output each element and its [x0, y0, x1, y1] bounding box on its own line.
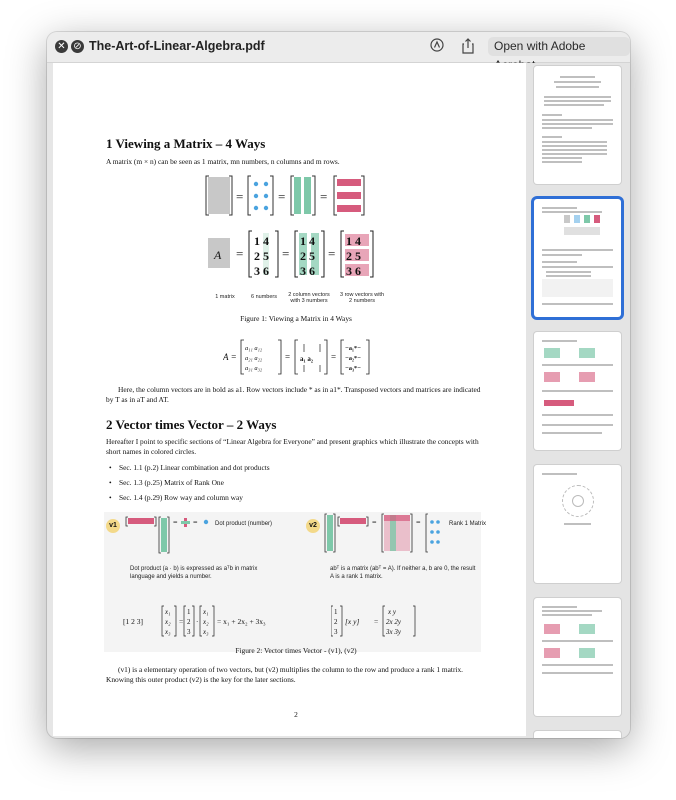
matrix-views-row1: [203, 173, 383, 219]
svg-text:=: =: [372, 518, 377, 527]
svg-text:=: =: [374, 617, 379, 626]
svg-text:=: =: [179, 617, 184, 626]
svg-text:A =: A =: [223, 352, 237, 362]
svg-text:a₁ a₂: a₁ a₂: [300, 355, 313, 363]
svg-text:3 6: 3 6: [300, 264, 315, 278]
svg-text:2 5: 2 5: [300, 249, 315, 263]
pdf-page: [53, 63, 526, 736]
v2-badge: v2: [306, 519, 320, 533]
svg-text:=: =: [320, 189, 328, 204]
svg-text:1 4: 1 4: [346, 234, 361, 248]
thumbnail-page-6[interactable]: [534, 731, 621, 738]
thumbnail-page-2[interactable]: [534, 199, 621, 317]
svg-text:=: =: [285, 352, 291, 362]
svg-text:[x y]: [x y]: [345, 617, 360, 626]
svg-text:2: 2: [334, 618, 338, 626]
v1-badge: v1: [106, 519, 120, 533]
label-column-vectors: 2 column vectors with 3 numbers: [288, 292, 330, 304]
markup-icon[interactable]: [430, 38, 444, 55]
svg-text:−a₃*−: −a₃*−: [345, 365, 361, 372]
v2-rank1-visual: [323, 512, 443, 554]
svg-text:2 5: 2 5: [346, 249, 361, 263]
gray-matrix-block: [206, 176, 232, 215]
section2-heading: 2 Vector times Vector – 2 Ways: [106, 417, 277, 432]
svg-text:=: =: [173, 518, 178, 527]
svg-text:=: =: [278, 189, 286, 204]
section2-body: (v1) is a elementary operation of two vectors, but (v2) multiplies the column to the row and produce a rank 1 matrix. Knowing this outer product (v2) is the key for the later sections.: [106, 665, 464, 684]
thumbnail-page-1[interactable]: [534, 66, 621, 184]
svg-text:−a₂*−: −a₂*−: [345, 355, 361, 362]
svg-text:x₂: x₂: [165, 618, 171, 626]
svg-text:1 4: 1 4: [254, 234, 269, 248]
svg-text:−a₁*−: −a₁*−: [345, 345, 361, 352]
section2-intro: Hereafter I point to specific sections of “Linear Algebra for Everyone” and present graphics which illustrate the concepts with short names in colored circles.: [106, 437, 479, 456]
v1-title: Dot product (number): [215, 521, 273, 527]
svg-text:x₃: x₃: [203, 628, 209, 636]
svg-text:3: 3: [187, 628, 191, 636]
bullet-item: • Sec. 1.1 (p.2) Linear combination and dot products: [119, 463, 270, 472]
figure2-caption: Figure 2: Vector times Vector - (v1), (v2): [235, 646, 357, 655]
svg-text:=: =: [416, 518, 421, 527]
window-title: The-Art-of-Linear-Algebra.pdf: [89, 39, 265, 53]
v2-equation: [331, 603, 451, 639]
thumbnail-page-4[interactable]: [534, 465, 621, 583]
section1-heading: 1 Viewing a Matrix – 4 Ways: [106, 136, 266, 151]
v2-title: Rank 1 Matrix: [449, 521, 487, 527]
preview-window: [47, 32, 630, 738]
page-number: 2: [294, 710, 298, 719]
v1-description: Dot product (a · b) is expressed as aᵀb in matrix language and yields a number.: [130, 566, 258, 580]
svg-text:=: =: [236, 189, 244, 204]
matrix-views-row2: [203, 229, 393, 281]
open-with-acrobat-button[interactable]: Open with Adobe: [488, 37, 630, 56]
svg-text:= x₁ + 2x₂ + 3x₃: = x₁ + 2x₂ + 3x₃: [217, 617, 266, 626]
svg-text:=: =: [236, 246, 244, 261]
svg-text:2 5: 2 5: [254, 249, 269, 263]
svg-text:=: =: [193, 518, 198, 527]
svg-text:x₁: x₁: [165, 608, 171, 616]
svg-text:=: =: [328, 246, 336, 261]
svg-text:2: 2: [187, 618, 191, 626]
svg-text:3x 3y: 3x 3y: [386, 628, 401, 636]
figure1-caption: Figure 1: Viewing a Matrix in 4 Ways: [240, 314, 352, 323]
svg-text:2x 2y: 2x 2y: [386, 618, 401, 626]
svg-text:x₃: x₃: [165, 628, 171, 636]
minimize-icon[interactable]: ⊘: [71, 40, 84, 53]
thumbnail-sidebar[interactable]: [526, 63, 630, 738]
svg-text:=: =: [331, 352, 337, 362]
svg-text:x₂: x₂: [203, 618, 209, 626]
svg-text:a₂₁ a₂₂: a₂₁ a₂₂: [245, 355, 263, 362]
svg-text:·: ·: [196, 618, 199, 626]
svg-text:A: A: [214, 248, 222, 262]
svg-text:[1 2 3]: [1 2 3]: [123, 617, 143, 626]
svg-text:x y: x y: [388, 608, 396, 616]
svg-text:3: 3: [334, 628, 338, 636]
label-row-vectors: 3 row vectors with 2 numbers: [339, 292, 384, 304]
svg-text:x₁: x₁: [203, 608, 209, 616]
share-icon[interactable]: [461, 38, 475, 55]
svg-text:3 6: 3 6: [346, 264, 361, 278]
section1-body: Here, the column vectors are in bold as a1. Row vectors include * as in a1*. Transposed vectors and matrices are indicated by T as in aT and AT.: [106, 385, 481, 404]
thumbnail-page-3[interactable]: [534, 332, 621, 450]
svg-text:1: 1: [187, 608, 191, 616]
label-6-numbers: 6 numbers: [251, 294, 277, 300]
svg-text:=: =: [282, 246, 290, 261]
svg-text:3 6: 3 6: [254, 264, 269, 278]
svg-text:a₃₁ a₃₂: a₃₁ a₃₂: [245, 365, 263, 372]
svg-text:a₁₁ a₁₂: a₁₁ a₁₂: [245, 345, 263, 352]
v2-description: abᵀ is a matrix (abᵀ = A). If neither a, b are 0, the result A is a rank 1 matrix.: [330, 566, 476, 580]
svg-text:1 4: 1 4: [300, 234, 315, 248]
label-1-matrix: 1 matrix: [215, 294, 235, 300]
thumbnail-page-5[interactable]: [534, 598, 621, 716]
matrix-a-equation: [223, 337, 383, 377]
column-vectors-block: [291, 176, 315, 215]
bullet-item: • Sec. 1.4 (p.29) Row way and column way: [119, 493, 243, 502]
svg-text:1: 1: [334, 608, 338, 616]
title-bar: [47, 32, 630, 63]
close-icon[interactable]: ✕: [55, 40, 68, 53]
section1-intro: A matrix (m × n) can be seen as 1 matrix, mn numbers, n columns and m rows.: [106, 157, 340, 166]
row-vectors-block: [334, 176, 364, 215]
bullet-item: • Sec. 1.3 (p.25) Matrix of Rank One: [119, 478, 224, 487]
document-view[interactable]: [53, 63, 526, 736]
v1-equation: [123, 603, 283, 639]
dots-matrix: [248, 176, 273, 215]
